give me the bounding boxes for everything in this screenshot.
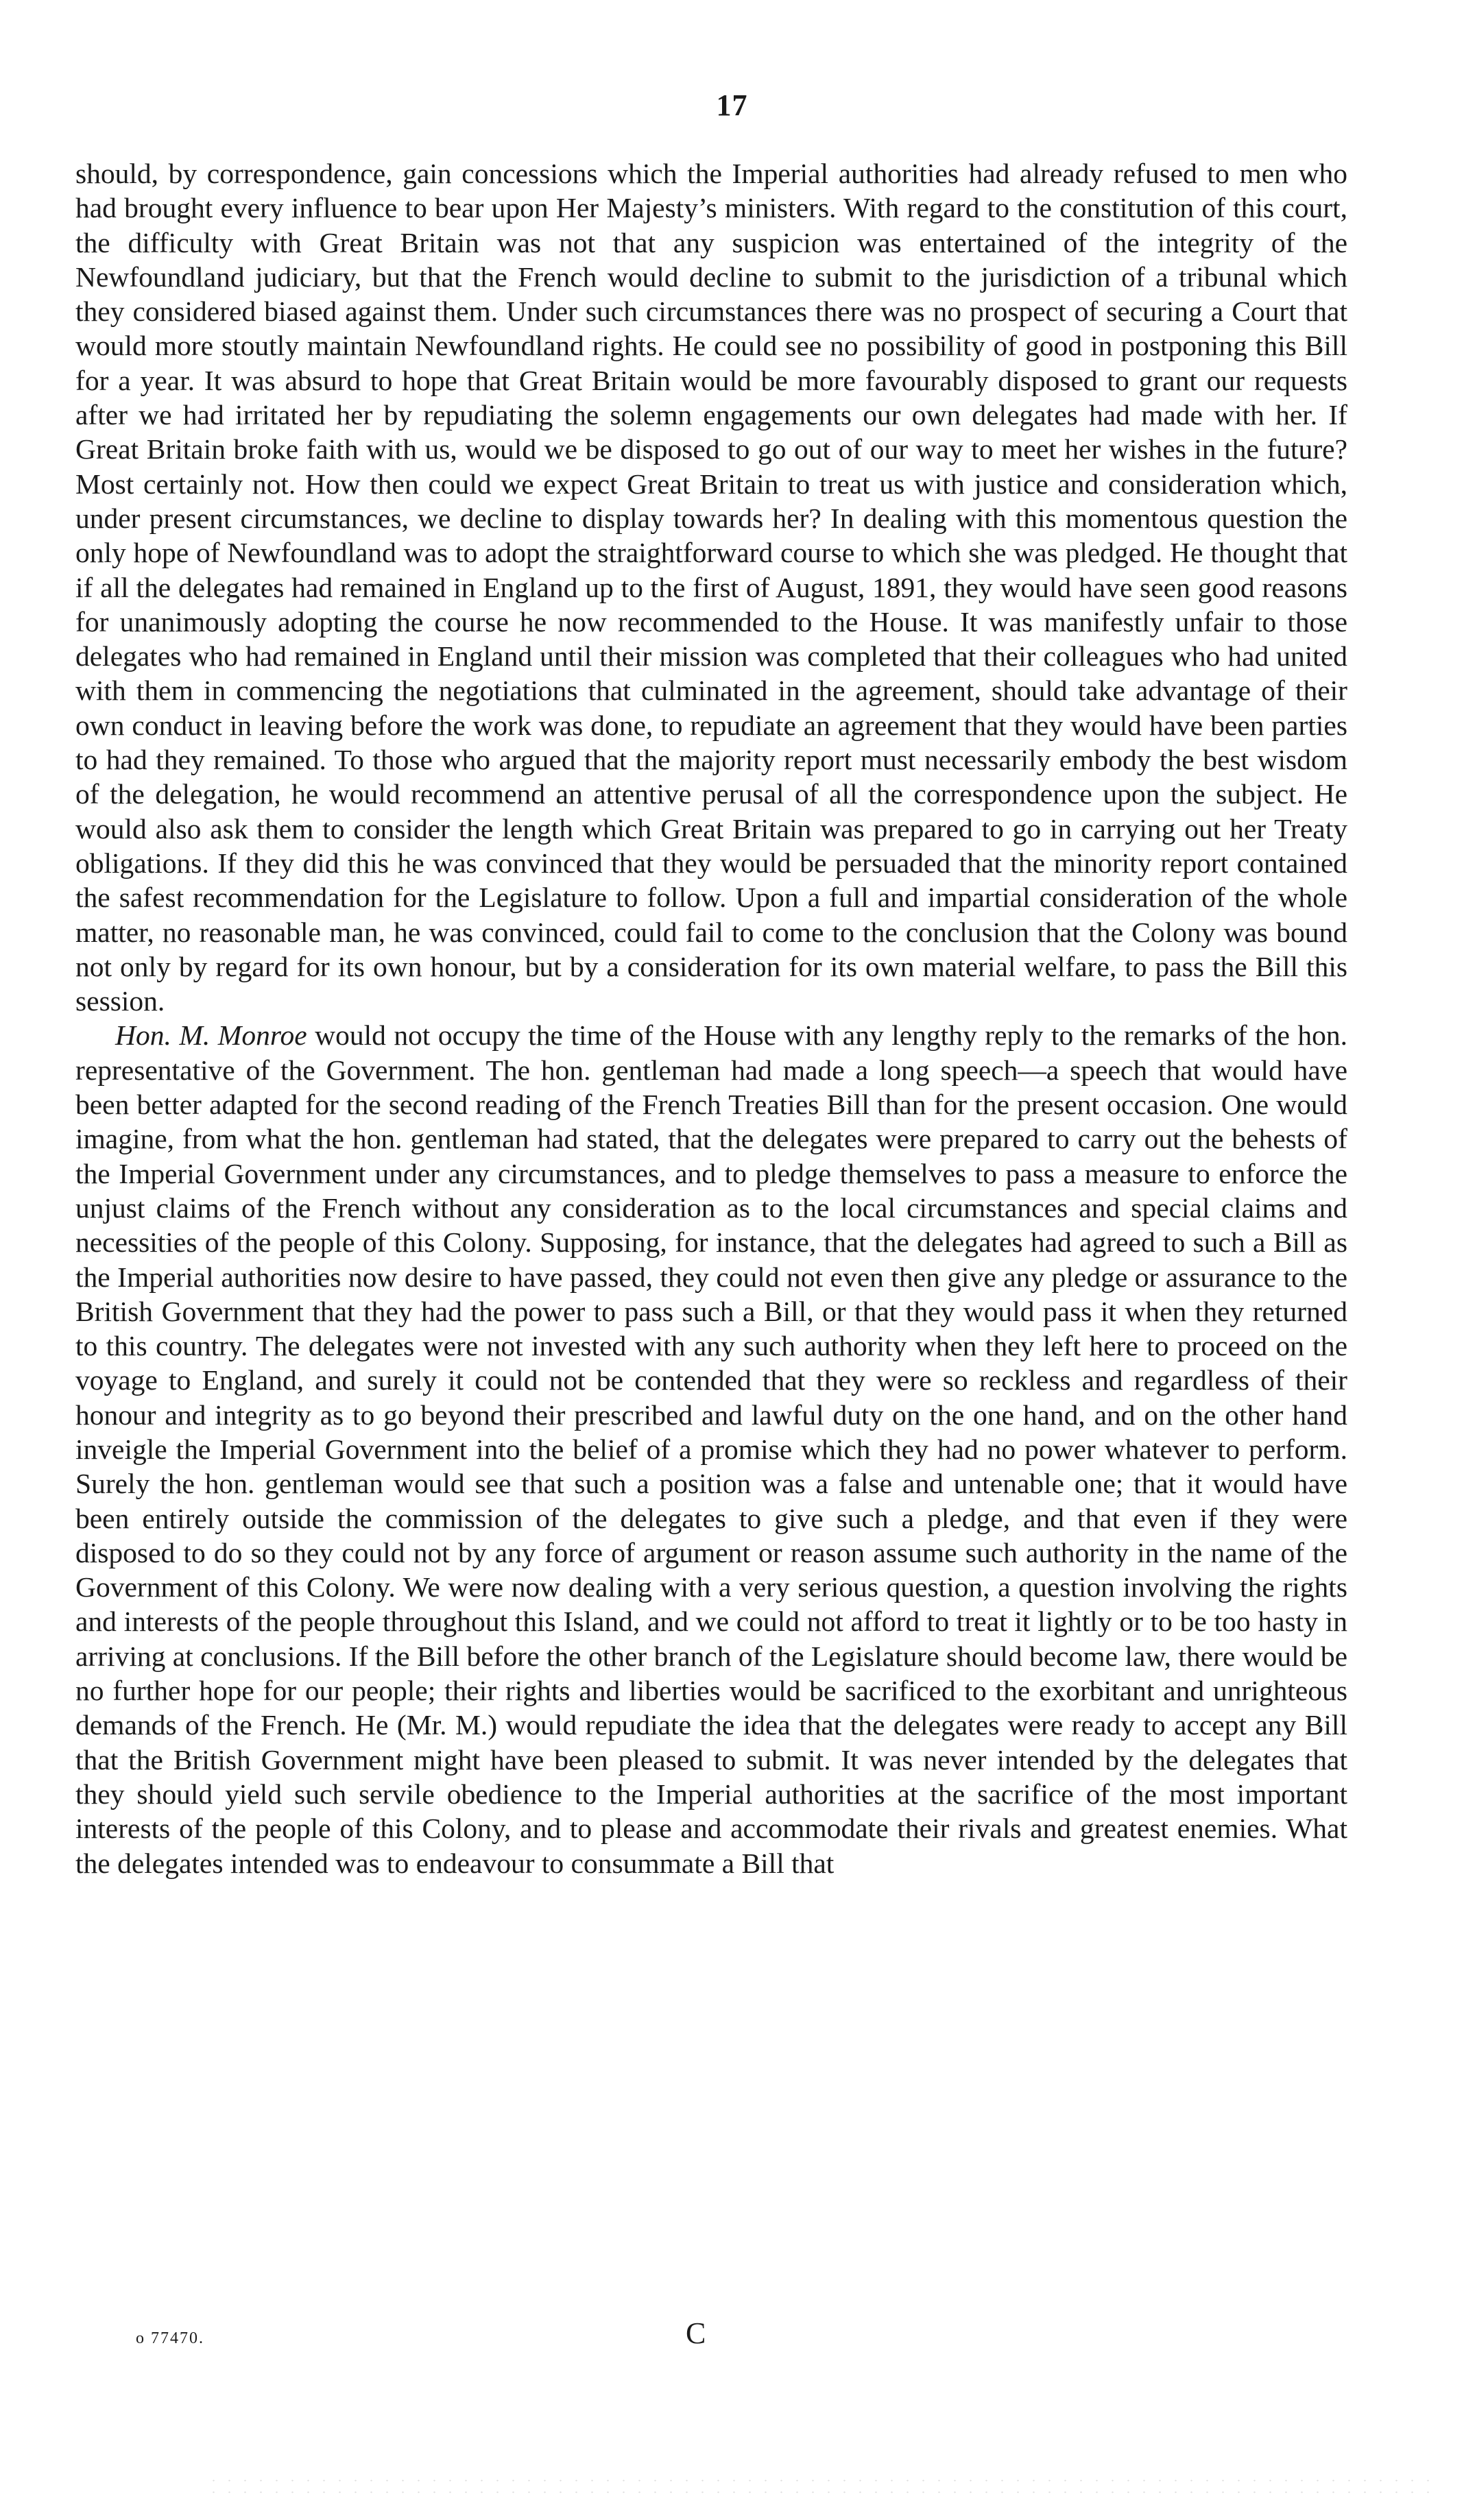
body-text (75, 156, 1347, 1880)
speaker-name: Hon. M. Monroe (115, 1019, 307, 1052)
signature-mark: C (686, 2316, 706, 2350)
paragraph-text: would not occupy the time of the House with any lengthy reply to the remarks of the hon. representative of the Government. The hon. gentleman had made a long speech—a speech that would have been better adapted for the second reading of the French Treaties Bill than for the present occasion. One would imagine, from what the hon. gentleman had stated, that the delegates were prepared to carry out the behests of the Imperial Government under any circumstances, and to pledge themselves to pass a measure to enforce the unjust claims of the French without any consideration as to the local circumstances and special claims and necessities of the people of this Colony. Supposing, for instance, that the delegates had agreed to such a Bill as the Imperial authorities now desire to have passed, they could not even then give any pledge or assurance to the British Government that they had the power to pass such a Bill, or that they would pass it when they returned to this country. The delegates were not invested with any such authority when they left here to proceed on the voyage to England, and surely it could not be contended that they were so reckless and regardless of their honour and integrity as to go beyond their prescribed and lawful duty on the one hand, and on the other hand inveigle the Imperial Government into the belief of a promise which they had no power whatever to perform. Surely the hon. gentleman would see that such a position was a false and untenable one; that it would have been entirely outside the commission of the delegates to give such a pledge, and that even if they were disposed to do so they could not by any force of argument or reason assume such authority in the name of the Government of this Colony. We were now dealing with a very serious question, a question involving the rights and interests of the people throughout this Island, and we could not afford to treat it lightly or to be too hasty in arriving at conclusions. If the Bill before the other branch of the Legislature should become law, there would be no further hope for our people; their rights and liberties would be sacrificed to the exorbitant and unrighteous demands of the French. He (Mr. M.) would repudiate the idea that the delegates were ready to accept any Bill that the British Government might have been pleased to submit. It was never intended by the delegates that they should yield such servile obedience to the Imperial authorities at the sacrifice of the most important interests of the people of this Colony, and to please and accommodate their rivals and greatest enemies. What the delegates intended was to endeavour to consummate a Bill that (75, 1019, 1347, 1879)
page-number: 17 (716, 88, 748, 122)
printer-mark: o 77470. (136, 2329, 204, 2347)
paragraph: should, by correspondence, gain concessions which the Imperial authorities had already refused to men who had brought every influence to bear upon Her Majesty’s ministers. With regard to the constitution of this court, the difficulty with Great Britain was not that any suspicion was entertained of the integrity of the Newfoundland judiciary, but that the French would decline to submit to the jurisdiction of a tribunal which they considered biased against them. Under such circumstances there was no prospect of securing a Court that would more stoutly maintain Newfoundland rights. He could see no possibility of good in postponing this Bill for a year. It was absurd to hope that Great Britain would be more favourably disposed to grant our requests after we had irritated her by repudiating the solemn engagements our own delegates had made with her. If Great Britain broke faith with us, would we be disposed to go out of our way to meet her wishes in the future? Most certainly not. How then could we expect Great Britain to treat us with justice and consideration which, under present circumstances, we decline to display towards her? In dealing with this momentous question the only hope of Newfoundland was to adopt the straightforward course to which she was pledged. He thought that if all the delegates had remained in England up to the first of August, 1891, they would have seen good reasons for unanimously adopting the course he now recommended to the House. It was manifestly unfair to those delegates who had remained in England until their mission was completed that their colleagues who had united with them in commencing the negotiations that culminated in the agreement, should take advantage of their own conduct in leaving before the work was done, to repudiate an agreement that they would have been parties to had they remained. To those who argued that the majority report must necessarily embody the best wisdom of the delegation, he would recommend an attentive perusal of all the correspondence upon the subject. He would also ask them to consider the length which Great Britain was prepared to go in carrying out her Treaty obligations. If they did this he was convinced that they would be persuaded that the minority report contained the safest recommendation for the Legislature to follow. Upon a full and impartial consideration of the whole matter, no reasonable man, he was convinced, could fail to come to the conclusion that the Colony was bound not only by regard for its own honour, but by a consideration for its own material welfare, to pass the Bill this session. (75, 158, 1347, 1017)
scan-speckle (206, 2475, 1440, 2502)
paragraph (75, 1018, 1347, 1880)
